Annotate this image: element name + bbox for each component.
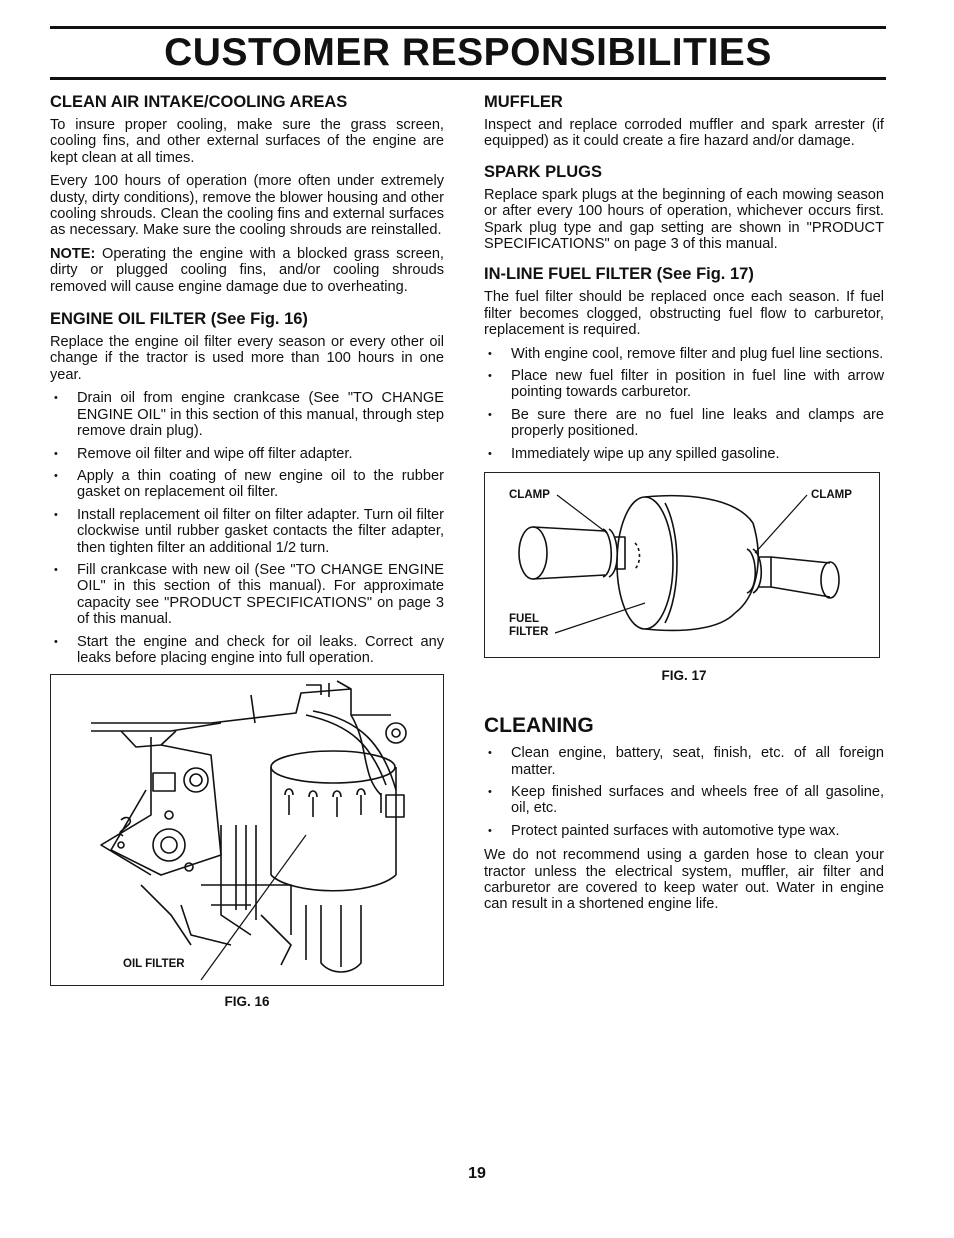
list-item: • Be sure there are no fuel line leaks and clamps are properly positioned.	[484, 407, 884, 440]
list-item: • Clean engine, battery, seat, finish, etc. of all foreign matter.	[484, 745, 884, 778]
clean-air-paragraph-2: Every 100 hours of operation (more often under extremely dusty, dirty conditions), remove the blower housing and other cooling shrouds. Clean the cooling fins and external surfaces as necessary. Make sure the cooling shrouds are reinstalled.	[50, 173, 444, 239]
title-underline	[50, 77, 886, 80]
fuel-filter-steps	[484, 346, 884, 462]
page-number: 19	[468, 1165, 486, 1182]
clean-air-paragraph-1: To insure proper cooling, make sure the grass screen, cooling fins, and other external surfaces of the engine are kept clean at all times.	[50, 117, 444, 166]
cleaning-section	[484, 713, 884, 913]
fuel-filter-label: FUEL FILTER	[509, 613, 549, 639]
spark-plugs-section	[484, 162, 884, 253]
list-item: • Fill crankcase with new oil (See "TO CHANGE ENGINE OIL" in this section of this manual). For approximate capacity see "PRODUCT SPECIFICATIONS" on page 3 of this manual.	[50, 562, 444, 628]
fuel-filter-heading: IN-LINE FUEL FILTER (See Fig. 17)	[484, 265, 754, 284]
clean-air-note	[50, 246, 444, 295]
fig16-caption: FIG. 16	[224, 994, 270, 1010]
fuel-filter-section	[484, 264, 884, 462]
list-item: • Install replacement oil filter on filter adapter. Turn oil filter clockwise until rubber gasket contacts the filter adapter, then tighten filter an additional 1/2 turn.	[50, 507, 444, 556]
muffler-section	[484, 92, 884, 150]
cleaning-text: We do not recommend using a garden hose to clean your tractor unless the electrical system, muffler, air filter and carburetor are covered to keep water out. Water in engine can result in a shortened engine life.	[484, 847, 884, 913]
clean-air-section	[50, 92, 444, 295]
clean-air-heading: CLEAN AIR INTAKE/COOLING AREAS	[50, 93, 348, 111]
list-item: • Place new fuel filter in position in fuel line with arrow pointing towards carburetor.	[484, 368, 884, 401]
oil-filter-section	[50, 309, 444, 666]
list-item: • Apply a thin coating of new engine oil to the rubber gasket on replacement oil filter.	[50, 468, 444, 501]
clamp-left-label: CLAMP	[509, 489, 550, 502]
fuel-filter-intro: The fuel filter should be replaced once each season. If fuel filter becomes clogged, obstructing fuel flow to carburetor, replacement is required.	[484, 289, 884, 339]
spark-plugs-text: Replace spark plugs at the beginning of each mowing season or after every 100 hours of operation, whichever occurs first. Spark plug type and gap setting are shown in "PRODUCT SPECIFICATIONS" on page 3 of this manual.	[484, 186, 884, 253]
oil-filter-label: OIL FILTER	[123, 958, 185, 971]
left-column	[50, 92, 444, 1009]
list-item: • Keep finished surfaces and wheels free of all gasoline, oil, etc.	[484, 784, 884, 817]
fig16-box	[50, 674, 444, 986]
list-item: • Drain oil from engine crankcase (See "TO CHANGE ENGINE OIL" in this section of this manual, through step remove drain plug).	[50, 390, 444, 439]
right-column	[484, 92, 884, 920]
clamp-right-label: CLAMP	[811, 489, 852, 502]
muffler-text: Inspect and replace corroded muffler and spark arrester (if equipped) as it could create a fire hazard and/or damage.	[484, 117, 884, 150]
oil-filter-intro: Replace the engine oil filter every season or every other oil change if the tractor is used more than 100 hours in one year.	[50, 334, 444, 383]
list-item: • Start the engine and check for oil leaks. Correct any leaks before placing engine into full operation.	[50, 634, 444, 667]
fig17-caption: FIG. 17	[661, 668, 707, 684]
oil-filter-heading: ENGINE OIL FILTER (See Fig. 16)	[50, 310, 308, 329]
list-item: • Protect painted surfaces with automotive type wax.	[484, 823, 884, 839]
list-item: • With engine cool, remove filter and plug fuel line sections.	[484, 346, 884, 362]
note-text: Operating the engine with a blocked grass screen, dirty or plugged cooling fins, and/or cooling shrouds removed will cause engine damage due to overheating.	[50, 245, 444, 295]
list-item: • Remove oil filter and wipe off filter adapter.	[50, 446, 444, 462]
spark-plugs-heading: SPARK PLUGS	[484, 162, 602, 181]
list-item: • Immediately wipe up any spilled gasoline.	[484, 446, 884, 462]
top-rule	[50, 26, 886, 29]
fig16-engine-illustration	[51, 675, 443, 985]
page-title: CUSTOMER RESPONSIBILITIES	[164, 31, 772, 74]
cleaning-steps	[484, 745, 884, 839]
oil-filter-steps	[50, 390, 444, 666]
cleaning-heading: CLEANING	[484, 714, 594, 738]
note-label: NOTE:	[50, 245, 96, 262]
muffler-heading: MUFFLER	[484, 93, 563, 111]
fig17-box	[484, 472, 880, 658]
